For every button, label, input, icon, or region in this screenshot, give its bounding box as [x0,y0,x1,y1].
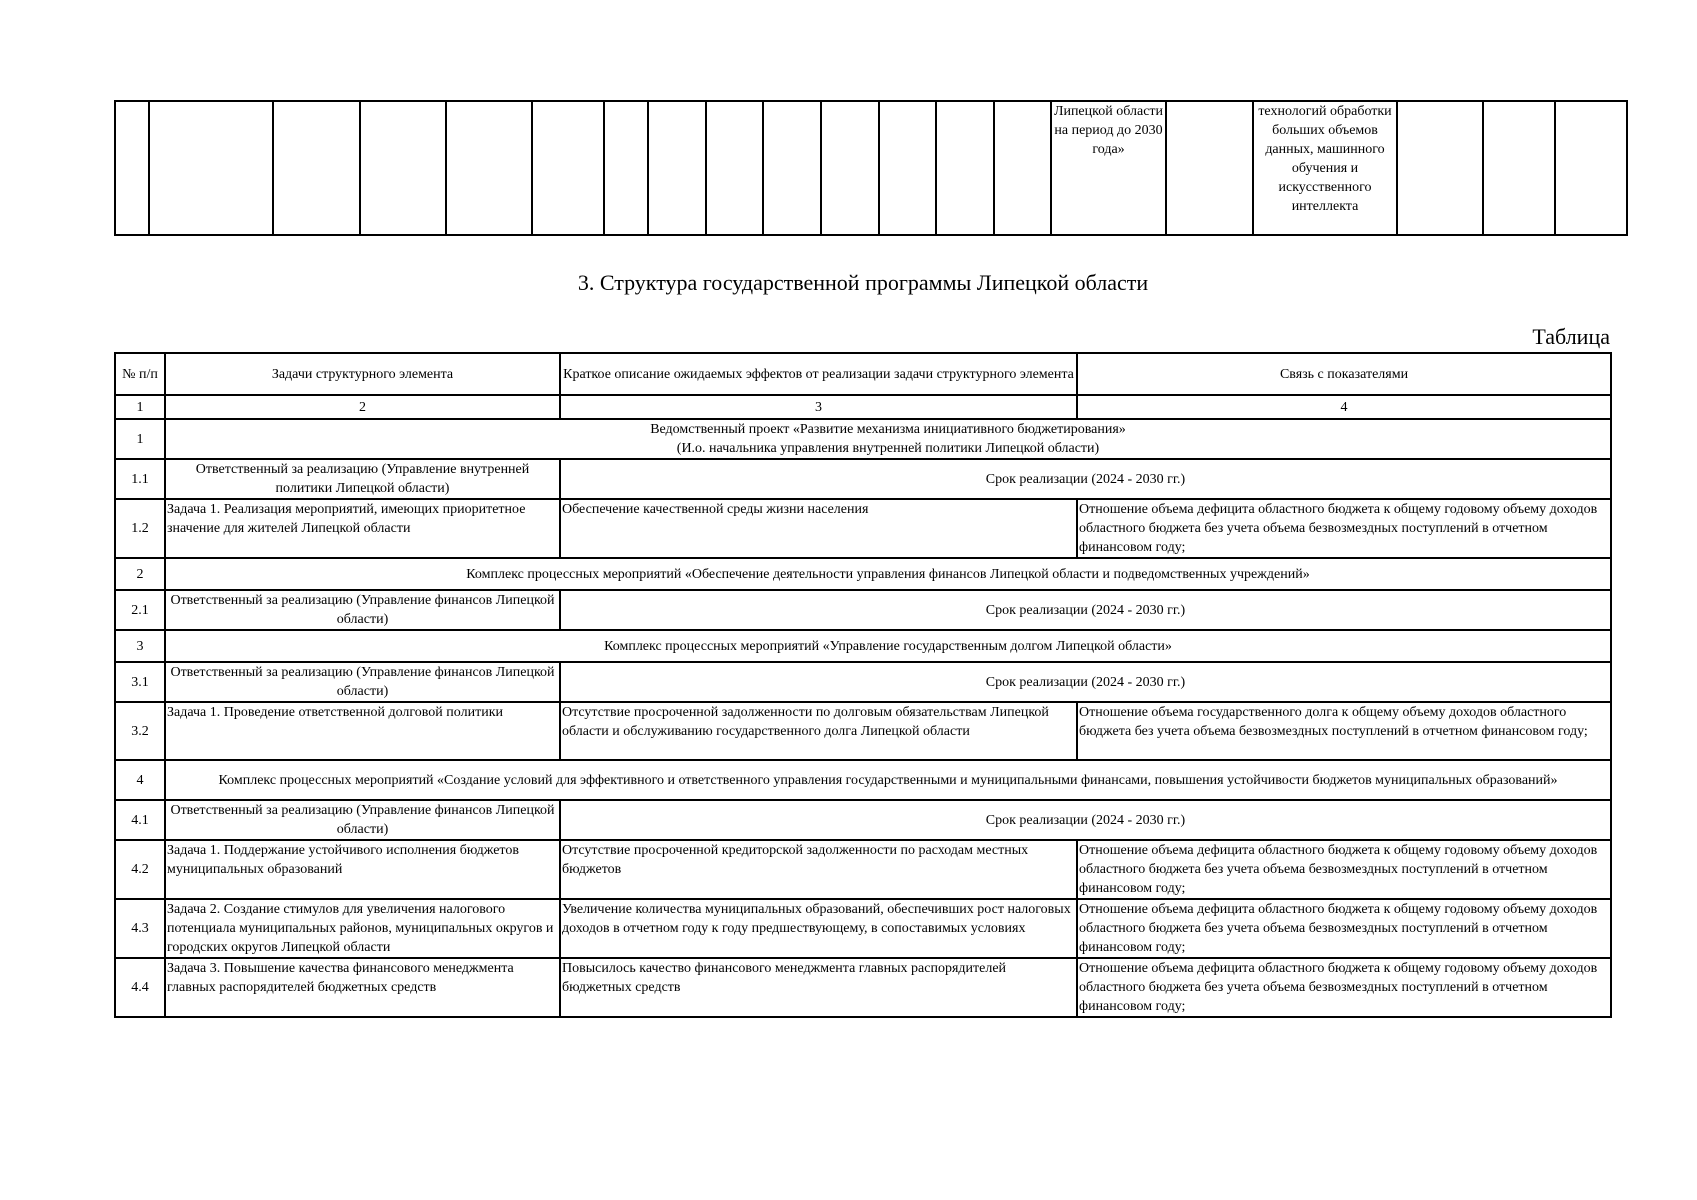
row-num: 4.1 [115,800,165,840]
link-cell: Отношение объема дефицита областного бюджета к общему годовому объему доходов областного бюджета без учета объема безвозмездных поступлений в отчетном финансовом году; [1077,840,1611,899]
header-num: № п/п [115,353,165,395]
cell [1483,101,1555,235]
table-row [115,662,1611,702]
header-links: Связь с показателями [1077,353,1611,395]
table-row [115,499,1611,558]
table-row [115,840,1611,899]
row-num: 4.4 [115,958,165,1017]
table-row [115,958,1611,1017]
effect-cell: Увеличение количества муниципальных образований, обеспечивших рост налоговых доходов в отчетном году к году предшествующему, в сопоставимых условиях [560,899,1077,958]
colnum-3: 3 [560,395,1077,419]
section-row [115,558,1611,590]
cell [1555,101,1627,235]
task-cell: Ответственный за реализацию (Управление финансов Липецкой области) [165,800,560,840]
task-cell: Задача 1. Реализация мероприятий, имеющих приоритетное значение для жителей Липецкой области [165,499,560,558]
row-num: 4 [115,760,165,800]
effect-cell: Отсутствие просроченной задолженности по долговым обязательствам Липецкой области и обслуживанию государственного долга Липецкой области [560,702,1077,760]
table-label: Таблица [1532,324,1610,349]
cell [1166,101,1253,235]
row-num: 4.2 [115,840,165,899]
cell [936,101,994,235]
cell [149,101,273,235]
cell [879,101,936,235]
row-num: 2.1 [115,590,165,630]
program-structure-table [114,352,1612,1018]
term-cell: Срок реализации (2024 - 2030 гг.) [560,459,1611,499]
table-row [115,590,1611,630]
cell [994,101,1051,235]
cell [648,101,706,235]
link-cell: Отношение объема дефицита областного бюджета к общему годовому объему доходов областного бюджета без учета объема безвозмездных поступлений в отчетном финансовом году; [1077,958,1611,1017]
program-cell: Липецкой области на период до 2030 года» [1051,101,1166,235]
effect-cell: Обеспечение качественной среды жизни населения [560,499,1077,558]
colnum-1: 1 [115,395,165,419]
row-num: 2 [115,558,165,590]
cell [604,101,648,235]
effect-cell: Отсутствие просроченной кредиторской задолженности по расходам местных бюджетов [560,840,1077,899]
section-text: Комплекс процессных мероприятий «Создание условий для эффективного и ответственного управления государственными и муниципальными финансами, повышения устойчивости бюджетов муниципальных образований» [165,760,1611,800]
project-name: Ведомственный проект «Развитие механизма инициативного бюджетирования» [650,422,1126,437]
term-cell: Срок реализации (2024 - 2030 гг.) [560,590,1611,630]
row-num: 4.3 [115,899,165,958]
row-num: 3 [115,630,165,662]
section-row [115,760,1611,800]
term-cell: Срок реализации (2024 - 2030 гг.) [560,800,1611,840]
effect-cell: Повысилось качество финансового менеджмента главных распорядителей бюджетных средств [560,958,1077,1017]
row-num: 1 [115,419,165,459]
task-cell: Ответственный за реализацию (Управление внутренней политики Липецкой области) [165,459,560,499]
row-num: 3.1 [115,662,165,702]
cell [532,101,604,235]
task-cell: Задача 1. Поддержание устойчивого исполнения бюджетов муниципальных образований [165,840,560,899]
task-cell: Ответственный за реализацию (Управление финансов Липецкой области) [165,590,560,630]
section-text: Комплекс процессных мероприятий «Обеспечение деятельности управления финансов Липецкой области и подведомственных учреждений» [165,558,1611,590]
table-row [115,899,1611,958]
term-cell: Срок реализации (2024 - 2030 гг.) [560,662,1611,702]
header-tasks: Задачи структурного элемента [165,353,560,395]
table-row [115,702,1611,760]
cell [821,101,879,235]
section-row [115,630,1611,662]
table-row [115,459,1611,499]
cell [763,101,821,235]
header-effects: Краткое описание ожидаемых эффектов от реализации задачи структурного элемента [560,353,1077,395]
row-num: 1.2 [115,499,165,558]
cell [1397,101,1483,235]
technology-cell: технологий обработки больших объемов данных, машинного обучения и искусственного интеллекта [1253,101,1397,235]
cell [446,101,532,235]
row-num: 1.1 [115,459,165,499]
table-row [115,800,1611,840]
header-row [115,353,1611,395]
section-row [115,419,1611,459]
project-responsible: (И.о. начальника управления внутренней политики Липецкой области) [676,441,1100,456]
link-cell: Отношение объема государственного долга к общему объему доходов областного бюджета без учета объема безвозмездных поступлений в отчетном финансовом году; [1077,702,1611,760]
link-cell: Отношение объема дефицита областного бюджета к общему годовому объему доходов областного бюджета без учета объема безвозмездных поступлений в отчетном финансовом году; [1077,899,1611,958]
task-cell: Задача 2. Создание стимулов для увеличения налогового потенциала муниципальных районов, муниципальных округов и городских округов Липецкой области [165,899,560,958]
task-cell: Ответственный за реализацию (Управление финансов Липецкой области) [165,662,560,702]
task-cell: Задача 1. Проведение ответственной долговой политики [165,702,560,760]
link-cell: Отношение объема дефицита областного бюджета к общему годовому объему доходов областного бюджета без учета объема безвозмездных поступлений в отчетном финансовом году; [1077,499,1611,558]
section-text [165,419,1611,459]
section-title: 3. Структура государственной программы Липецкой области [577,270,1149,295]
colnum-4: 4 [1077,395,1611,419]
cell [273,101,360,235]
task-cell: Задача 3. Повышение качества финансового менеджмента главных распорядителей бюджетных средств [165,958,560,1017]
cell [706,101,763,235]
row-num: 3.2 [115,702,165,760]
cell [360,101,446,235]
continuation-table [114,100,1628,236]
cell [115,101,149,235]
section-text: Комплекс процессных мероприятий «Управление государственным долгом Липецкой области» [165,630,1611,662]
colnum-2: 2 [165,395,560,419]
column-number-row [115,395,1611,419]
